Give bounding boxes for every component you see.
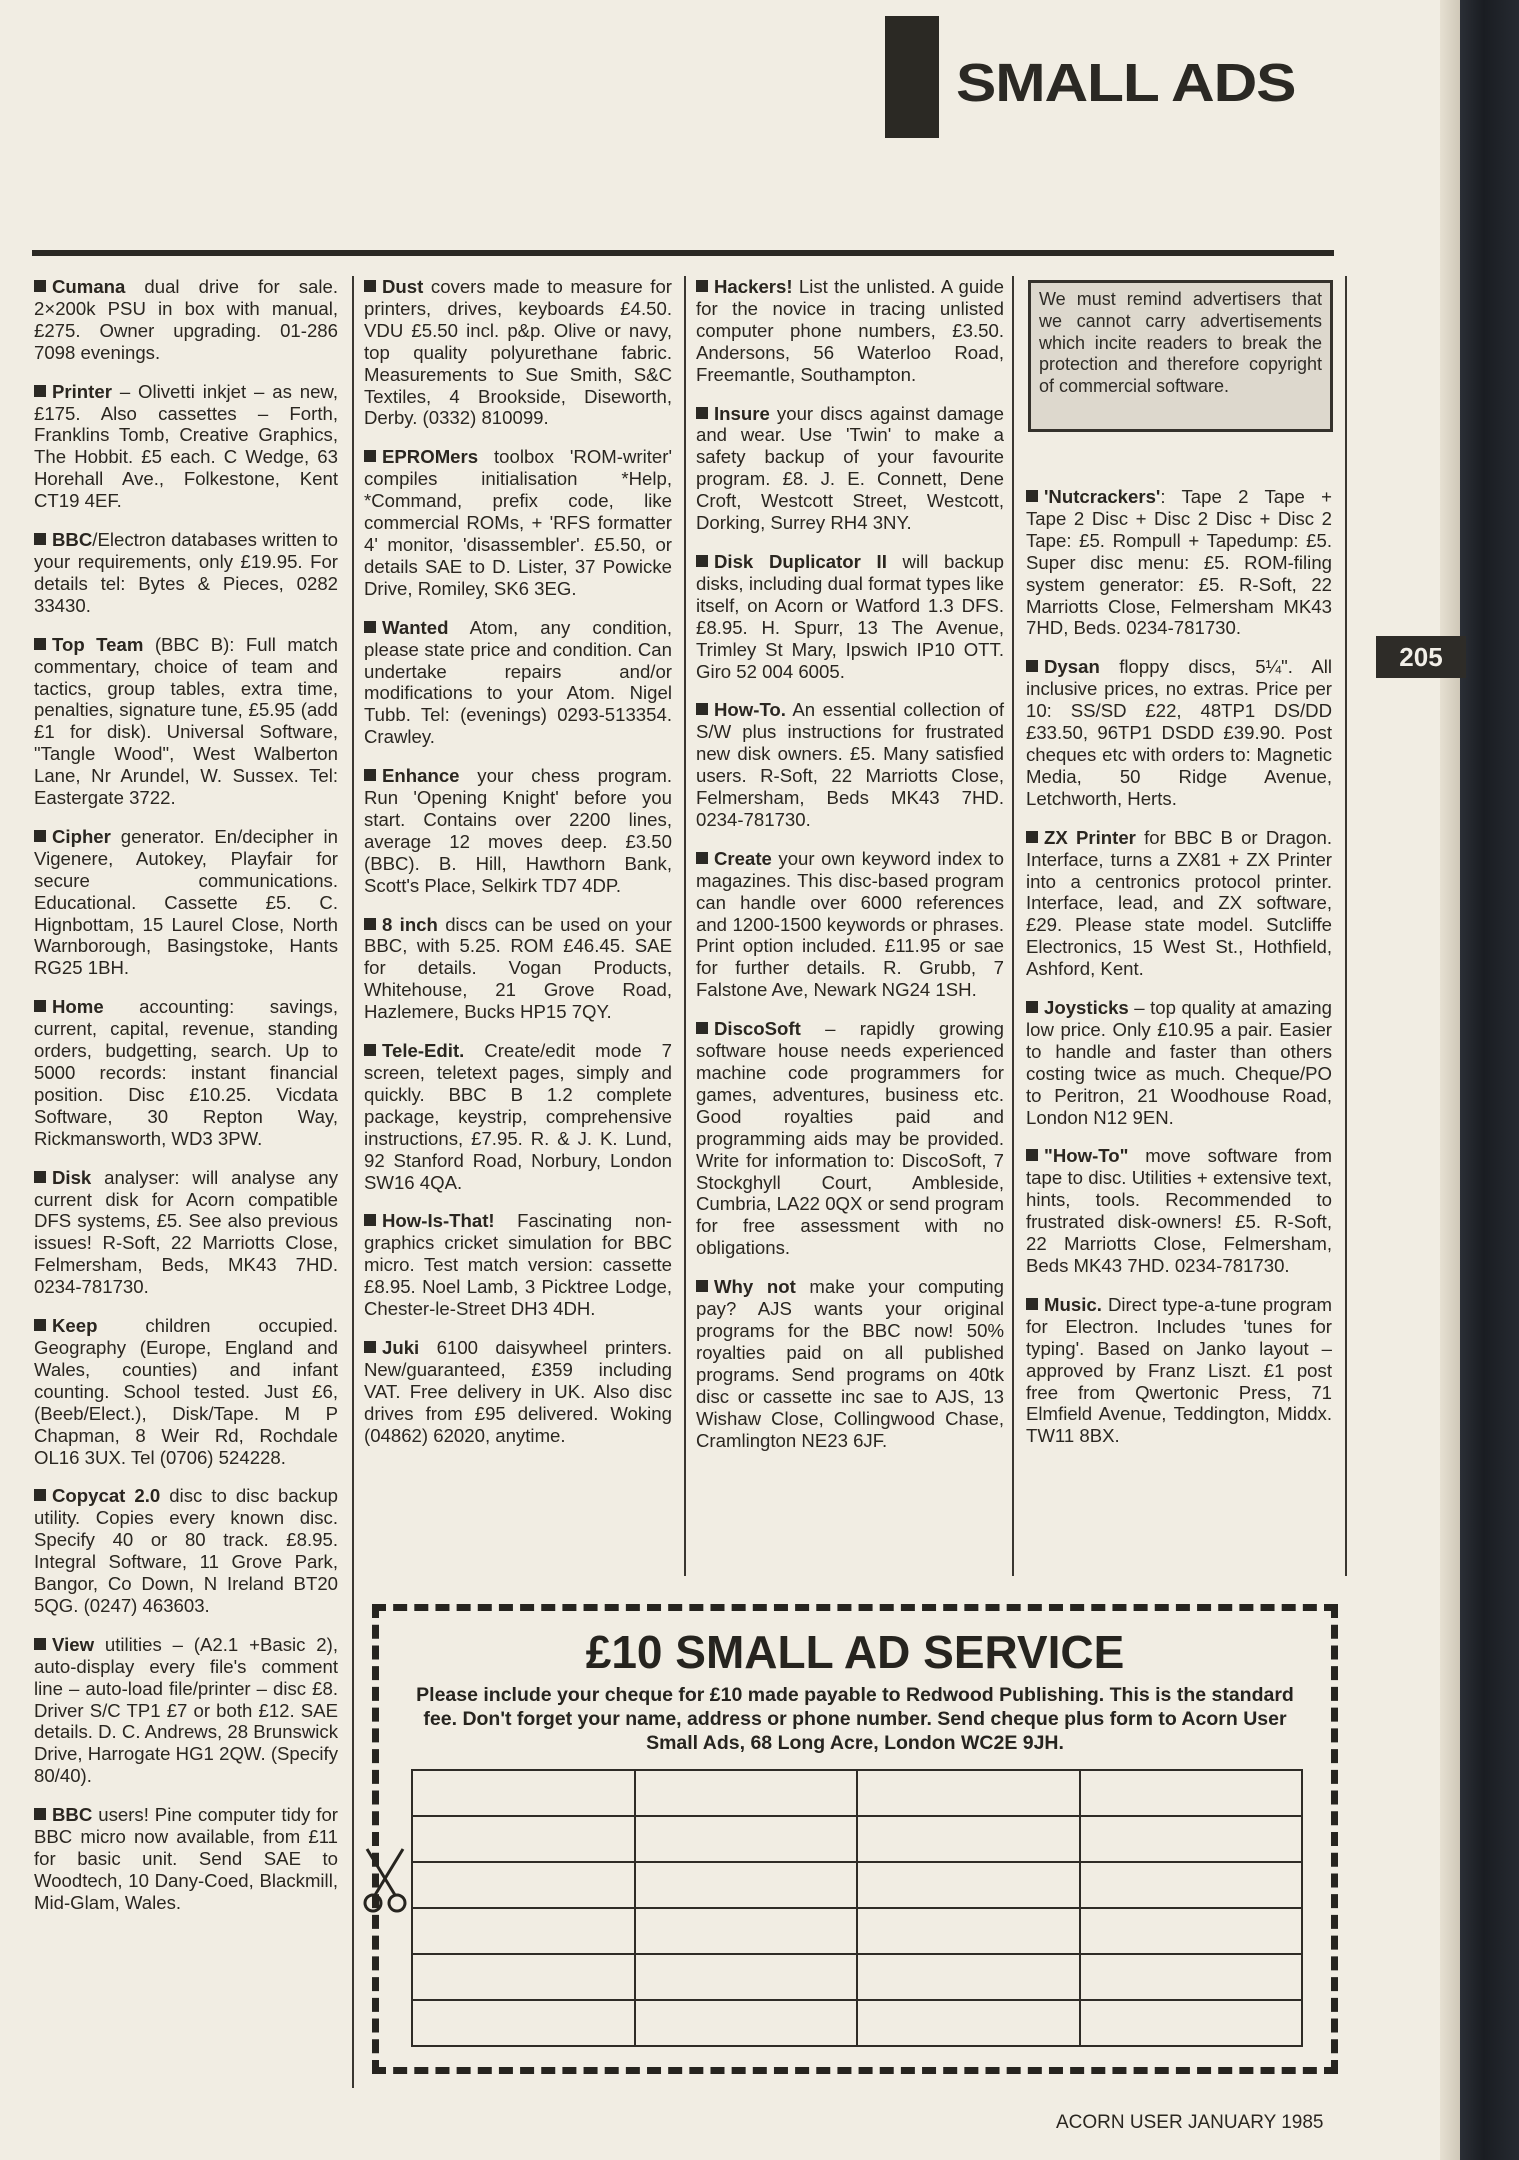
classified-ad: [364, 1040, 672, 1193]
ad-body: move software from tape to disc. Utilities + extensive text, hints, tools. Recommended to frustrated disk-owners! £5. R-Soft, 22 Marriotts Close, Felmersham, Beds MK43 7HD. 0234-781730.: [1026, 1145, 1332, 1276]
book-binding: [1460, 0, 1519, 2160]
classified-ad: [34, 826, 338, 979]
bullet-square-icon: [696, 1280, 708, 1292]
grid-cell[interactable]: [857, 2000, 1080, 2046]
bullet-square-icon: [364, 918, 376, 930]
bullet-square-icon: [1026, 660, 1038, 672]
grid-cell[interactable]: [857, 1770, 1080, 1816]
section-title: SMALL ADS: [956, 53, 1296, 113]
classified-ad: [696, 699, 1004, 830]
ad-body: make your computing pay? AJS wants your original programs for the BBC now! 50% royalties paid on all published programs. Send programs on 40tk disc or cassette inc sae to AJS, 13 Wishaw Close, Collingwood Chase, Cramlington NE23 6JF.: [696, 1276, 1004, 1451]
classified-ad: [696, 276, 1004, 386]
ad-title: Hackers!: [714, 276, 793, 297]
classified-ad: [34, 529, 338, 617]
header-bar: [885, 16, 939, 138]
ad-title: View: [52, 1633, 95, 1655]
classified-ad: [364, 276, 672, 429]
page-number: 205: [1376, 636, 1466, 678]
classified-ad: [364, 765, 672, 896]
classified-ad: [34, 634, 338, 809]
ad-title: Keep: [52, 1315, 98, 1337]
grid-cell[interactable]: [412, 1862, 635, 1908]
grid-cell[interactable]: [857, 1816, 1080, 1862]
bullet-square-icon: [34, 1808, 46, 1820]
bullet-square-icon: [696, 703, 708, 715]
bullet-square-icon: [696, 852, 708, 864]
bullet-square-icon: [1026, 831, 1038, 843]
ad-title: Cumana: [52, 276, 126, 297]
classified-ad: [696, 403, 1004, 534]
bullet-square-icon: [34, 1638, 46, 1650]
ad-body: your chess program. Run 'Opening Knight' before you start. Contains over 2200 lines, average 12 moves deep. £3.50 (BBC). B. Hill, Hawthorn Bank, Scott's Place, Selkirk TD7 4DP.: [364, 765, 672, 896]
header-rule: [32, 250, 1334, 256]
grid-cell[interactable]: [635, 1954, 858, 2000]
ad-title: Home: [52, 996, 104, 1018]
bullet-square-icon: [1026, 1149, 1038, 1161]
classified-ad: [1026, 656, 1332, 809]
column-divider: [1012, 276, 1014, 1576]
ad-title: Music.: [1044, 1293, 1102, 1315]
ad-title: BBC: [52, 1804, 93, 1826]
ad-column-3: [696, 276, 1004, 1468]
ad-body: floppy discs, 5¼". All inclusive prices, no extras. Price per 10: SS/SD £22, 48TP1 DS/DD £33.50, 96TP1 DSDD £39.90. Post cheques etc with orders to: Magnetic Media, 50 Ridge Avenue, Letchworth, Herts.: [1026, 656, 1332, 809]
ad-title: Enhance: [382, 765, 460, 787]
bullet-square-icon: [34, 1319, 46, 1331]
bullet-square-icon: [1026, 1298, 1038, 1310]
classified-ad: [364, 914, 672, 1024]
ad-column-1: [34, 276, 338, 1931]
ad-title: ZX Printer: [1044, 826, 1136, 848]
classified-ad: [364, 1337, 672, 1447]
classified-ad: [34, 276, 338, 364]
ad-body: toolbox 'ROM-writer' compiles initialisation *Help, *Command, prefix code, like commercial ROMs, + 'RFS formatter 4' monitor, 'disassembler'. £5.50, or details SAE to D. Lister, 37 Powicke Drive, Romiley, SK6 3EG.: [364, 446, 672, 599]
classified-ad: [696, 1018, 1004, 1259]
bullet-square-icon: [696, 555, 708, 567]
ad-title: Why not: [714, 1276, 796, 1298]
ad-body: generator. En/decipher in Vigenere, Autokey, Playfair for secure communications. Educational. Cassette £5. C. Hignbottam, 15 Laurel Close, North Warnborough, Basingstoke, Hants RG25 1BH.: [34, 825, 338, 979]
classified-ad: [1026, 997, 1332, 1128]
column-divider: [1345, 276, 1347, 1576]
ad-title: BBC: [52, 529, 93, 551]
classified-ad: [364, 1210, 672, 1320]
classified-ad: [34, 381, 338, 512]
ad-title: Insure: [714, 402, 770, 424]
classified-ad: [34, 1167, 338, 1298]
bullet-square-icon: [34, 830, 46, 842]
ad-body: your own keyword index to magazines. This disc-based program can handle over 6000 references and 1200-1500 keywords or phrases. Print option included. £11.95 or sae for further details. R. Grubb, 7 Falstone Ave, Newark NG24 1SH.: [696, 847, 1004, 1001]
ad-title: Joysticks: [1044, 997, 1129, 1019]
ad-title: "How-To": [1044, 1145, 1129, 1167]
ad-body: discs can be used on your BBC, with 5.25. ROM £46.45. SAE for details. Vogan Products, Whitehouse, 21 Grove Road, Hazlemere, Bucks HP15 7QY.: [364, 913, 672, 1023]
classified-ad: [34, 1485, 338, 1616]
ad-body: dual drive for sale. 2×200k PSU in box with manual, £275. Owner upgrading. 01-286 7098 evenings.: [34, 276, 338, 363]
classified-ad: [34, 996, 338, 1149]
ad-title: Dysan: [1044, 656, 1100, 678]
ad-title: EPROMers: [382, 446, 479, 468]
advertiser-notice-box: [1028, 280, 1333, 432]
ad-body: – Olivetti inkjet – as new, £175. Also cassettes – Forth, Franklins Tomb, Creative Graphics, The Hobbit. £5 each. C Wedge, 63 Horehall Ave., Folkestone, Kent CT19 4EF.: [34, 380, 338, 512]
bullet-square-icon: [34, 1171, 46, 1183]
ad-body: analyser: will analyse any current disk for Acorn compatible DFS systems, £5. See also previous issues! R-Soft, 22 Marriotts Close, Felmersham, Beds, MK43 7HD. 0234-781730.: [34, 1166, 338, 1298]
ad-title: Cipher: [52, 825, 111, 847]
ad-body: Atom, any condition, please state price and condition. Can undertake repairs and/or modifications to your Atom. Nigel Tubb. Tel: (evenings) 0293-513354. Crawley.: [364, 616, 672, 748]
grid-cell[interactable]: [412, 1954, 635, 2000]
classified-ad: [1026, 486, 1332, 639]
ad-body: Direct type-a-tune program for Electron. Includes 'tunes for typing'. Based on Janko layout – approved by Franz Liszt. £1 post free from Qwertonic Press, 71 Elmfield Avenue, Teddington, Middx. TW11 8BX.: [1026, 1293, 1332, 1447]
grid-cell[interactable]: [857, 1908, 1080, 1954]
ad-title: 8 inch: [382, 913, 438, 935]
coupon-instructions: Please include your cheque for £10 made payable to Redwood Publishing. This is the standard fee. Don't forget your name, address or phone number. Send cheque plus form to Acorn User Small Ads, 68 Long Acre, London WC2E 9JH.: [416, 1684, 1294, 1754]
ad-body: covers made to measure for printers, drives, keyboards £4.50. VDU £5.50 incl. p&p. Olive or navy, top quality polyurethane fabric. Measurements to Sue Smith, S&C Textiles, 4 Brookside, Diseworth, Derby. (0332) 810099.: [364, 276, 672, 429]
ad-title: Disk: [52, 1166, 92, 1188]
column-divider: [352, 276, 354, 2088]
ad-title: Disk Duplicator II: [714, 550, 887, 572]
grid-cell[interactable]: [1080, 2000, 1303, 2046]
ad-body: your discs against damage and wear. Use 'Twin' to make a safety backup of your favourite program. £8. J. E. Connett, Dene Croft, Westcott Street, Westcott, Dorking, Surrey RH4 3NY.: [696, 402, 1004, 534]
coupon-title: £10 SMALL AD SERVICE: [585, 1626, 1125, 1678]
bullet-square-icon: [364, 769, 376, 781]
grid-cell[interactable]: [412, 1770, 635, 1816]
bullet-square-icon: [34, 638, 46, 650]
grid-cell[interactable]: [635, 2000, 858, 2046]
ad-title: Copycat 2.0: [52, 1485, 161, 1507]
ad-title: Wanted: [382, 616, 449, 638]
ad-body: 6100 daisywheel printers. New/guaranteed, £359 including VAT. Free delivery in UK. Also disc drives from £95 delivered. Woking (04862) 62020, anytime.: [364, 1336, 672, 1446]
small-ad-coupon: [372, 1604, 1338, 2074]
ad-title: Dust: [382, 276, 424, 297]
grid-cell[interactable]: [1080, 1954, 1303, 2000]
classified-ad: [696, 848, 1004, 1001]
ad-body: Fascinating non-graphics cricket simulation for BBC micro. Test match version: cassette £8.95. Noel Lamb, 3 Picktree Lodge, Chester-le-Street DH3 4DH.: [364, 1210, 672, 1320]
grid-cell[interactable]: [412, 2000, 635, 2046]
ad-title: How-To.: [714, 699, 786, 721]
bullet-square-icon: [1026, 490, 1038, 502]
classified-ad: [364, 617, 672, 748]
bullet-square-icon: [34, 1000, 46, 1012]
ad-title: Tele-Edit.: [382, 1040, 465, 1062]
coupon-entry-grid[interactable]: [411, 1769, 1303, 2047]
classified-ad: [364, 446, 672, 599]
ad-title: 'Nutcrackers': [1044, 486, 1161, 507]
grid-cell[interactable]: [857, 1954, 1080, 2000]
grid-cell[interactable]: [635, 1770, 858, 1816]
ad-body: will backup disks, including dual format types like itself, on Acorn or Watford 1.3 DFS. £8.95. H. Spurr, 13 The Avenue, Trimley St Mary, Ipswich IP10 OTT. Giro 52 004 6005.: [696, 550, 1004, 682]
ad-title: How-Is-That!: [382, 1210, 495, 1232]
page-edge-shadow: [1440, 0, 1460, 2160]
grid-cell[interactable]: [635, 1908, 858, 1954]
bullet-square-icon: [1026, 1001, 1038, 1013]
magazine-footer: ACORN USER JANUARY 1985: [1056, 2112, 1324, 2133]
scissors-icon: [361, 1847, 409, 1917]
advertiser-notice-text: We must remind advertisers that we cannot carry advertisements which incite readers to break the protection and therefore copyright of commercial software.: [1039, 289, 1322, 397]
ad-title: Printer: [52, 380, 112, 402]
bullet-square-icon: [364, 450, 376, 462]
ad-title: Create: [714, 847, 772, 869]
bullet-square-icon: [34, 280, 46, 292]
ad-column-4: [1026, 486, 1332, 1464]
bullet-square-icon: [34, 533, 46, 545]
bullet-square-icon: [696, 280, 708, 292]
classified-ad: [1026, 827, 1332, 980]
bullet-square-icon: [364, 1341, 376, 1353]
classified-ad: [34, 1634, 338, 1787]
ad-body: – rapidly growing software house needs experienced machine code programmers for games, adventures, business etc. Good royalties paid and programming aids may be provided. Write for information to: DiscoSoft, 7 Stockghyll Court, Ambleside, Cumbria, LA22 0QX or send program for free assessment with no obligations.: [696, 1018, 1004, 1259]
ad-body: List the unlisted. A guide for the novice in tracing unlisted computer phone numbers, £3.50. Andersons, 56 Waterloo Road, Freemantle, Southampton.: [696, 276, 1004, 385]
ad-title: Juki: [382, 1336, 420, 1358]
ad-body: An essential collection of S/W plus instructions for frustrated new disk owners. £5. Many satisfied users. R-Soft, 22 Marriotts Close, Felmersham, Beds MK43 7HD. 0234-781730.: [696, 699, 1004, 830]
grid-cell[interactable]: [412, 1908, 635, 1954]
classified-ad: [34, 1315, 338, 1468]
grid-cell[interactable]: [1080, 1908, 1303, 1954]
ad-body: Create/edit mode 7 screen, teletext pages, simply and quickly. BBC B 1.2 complete package, keystrip, comprehensive instructions, £7.95. R. & J. K. Lund, 92 Stanford Road, Norbury, London SW16 4QA.: [364, 1040, 672, 1193]
bullet-square-icon: [696, 407, 708, 419]
classified-ad: [1026, 1145, 1332, 1276]
column-divider: [684, 276, 686, 1576]
bullet-square-icon: [364, 621, 376, 633]
grid-cell[interactable]: [1080, 1862, 1303, 1908]
grid-cell[interactable]: [1080, 1770, 1303, 1816]
ad-column-2: [364, 276, 672, 1464]
classified-ad: [1026, 1294, 1332, 1447]
classified-ad: [696, 1276, 1004, 1451]
ad-body: /Electron databases written to your requirements, only £19.95. For details tel: Bytes & Pieces, 0282 33430.: [34, 529, 338, 616]
ad-body: : Tape 2 Tape + Tape 2 Disc + Disc 2 Disc + Disc 2 Tape: £5. Rompull + Tapedump: £5. Super disc menu: £5. ROM-filing system generator: £5. R-Soft, 22 Marriotts Close, Felmersham MK43 7HD, Beds. 0234-781730.: [1026, 486, 1332, 639]
bullet-square-icon: [34, 385, 46, 397]
ad-body: children occupied. Geography (Europe, England and Wales, counties) and infant counting. School tested. Just £6, (Beeb/Elect.), Disk/Tape. M P Chapman, 8 Weir Rd, Rochdale OL16 3UX. Tel (0706) 524228.: [34, 1315, 338, 1468]
grid-cell[interactable]: [635, 1816, 858, 1862]
bullet-square-icon: [364, 280, 376, 292]
ad-body: accounting: savings, current, capital, revenue, standing orders, budgetting, search. Up to 5000 records: instant financial position. Disc £10.25. Vicdata Software, 30 Repton Way, Rickmansworth, WD3 3PW.: [34, 996, 338, 1149]
ad-body: utilities – (A2.1 +Basic 2), auto-display every file's comment line – auto-load file/printer – disc £8. Driver S/C TP1 £7 or both £12. SAE details. D. C. Andrews, 28 Brunswick Drive, Harrogate HG1 2QW. (Specify 80/40).: [34, 1633, 338, 1787]
ad-body: – top quality at amazing low price. Only £10.95 a pair. Easier to handle and faster than others costing twice as much. Cheque/PO to Peritron, 21 Woodhouse Road, London N12 9EN.: [1026, 997, 1332, 1128]
classified-ad: [696, 551, 1004, 682]
bullet-square-icon: [34, 1489, 46, 1501]
grid-cell[interactable]: [1080, 1816, 1303, 1862]
bullet-square-icon: [364, 1214, 376, 1226]
grid-cell[interactable]: [412, 1816, 635, 1862]
ad-body: users! Pine computer tidy for BBC micro now available, from £11 for basic unit. Send SAE to Woodtech, 10 Dany-Coed, Blackmill, Mid-Glam, Wales.: [34, 1804, 338, 1913]
ad-body: disc to disc backup utility. Copies every known disc. Specify 40 or 80 track. £8.95. Integral Software, 11 Grove Park, Bangor, Co Down, N Ireland BT20 5QG. (0247) 463603.: [34, 1485, 338, 1616]
ad-title: DiscoSoft: [714, 1018, 801, 1040]
grid-cell[interactable]: [857, 1862, 1080, 1908]
grid-cell[interactable]: [635, 1862, 858, 1908]
ad-body: for BBC B or Dragon. Interface, turns a ZX81 + ZX Printer into a centronics protocol printer. Interface, lead, and ZX software, £29. Please state model. Sutcliffe Electronics, 15 West St., Hothfield, Ashford, Kent.: [1026, 826, 1332, 980]
ad-title: Top Team: [52, 633, 144, 655]
classified-ad: [34, 1804, 338, 1914]
bullet-square-icon: [696, 1022, 708, 1034]
bullet-square-icon: [364, 1044, 376, 1056]
ad-body: (BBC B): Full match commentary, choice of team and tactics, group tables, extra time, penalties, signature tune, £5.95 (add £1 for disk). Universal Software, "Tangle Wood", West Walberton Lane, Nr Arundel, W. Sussex. Tel: Eastergate 3722.: [34, 633, 338, 809]
